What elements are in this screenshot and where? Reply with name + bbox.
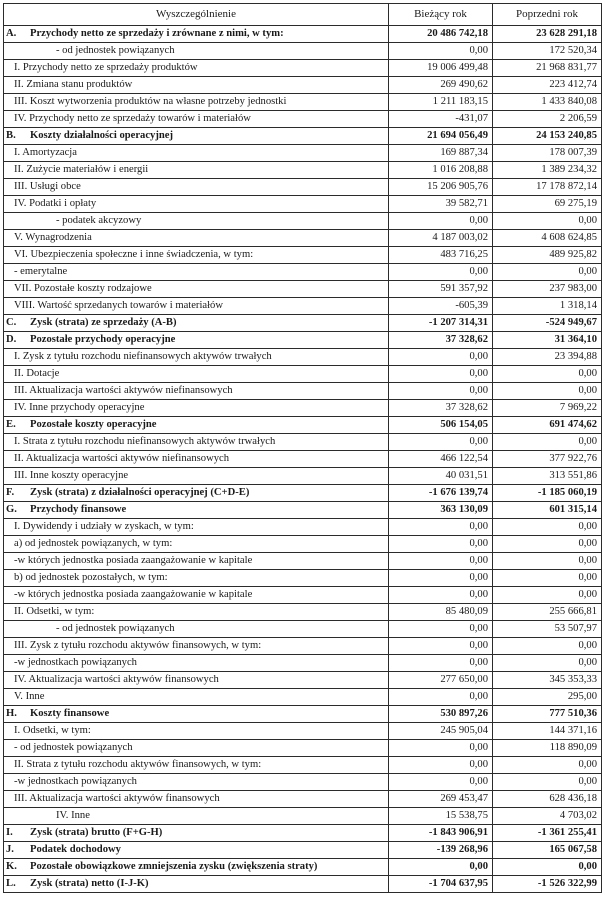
financial-statement [3,3,602,893]
table-row [4,77,602,94]
current-year-value: 85 480,09 [389,604,493,621]
previous-year-value: 1 318,14 [493,298,602,315]
row-label: I. Zysk z tytułu rozchodu niefinansowych aktywów trwałych [14,351,272,362]
row-label-cell [4,179,389,196]
previous-year-value: 23 628 291,18 [493,26,602,43]
section-row [4,706,602,723]
previous-year-value: 0,00 [493,757,602,774]
current-year-value: 269 490,62 [389,77,493,94]
row-label-cell [4,434,389,451]
row-label: III. Usługi obce [14,181,81,192]
row-label: VII. Pozostałe koszty rodzajowe [14,283,152,294]
current-year-value: -139 268,96 [389,842,493,859]
row-label: b) od jednostek pozostałych, w tym: [14,572,168,583]
table-row [4,349,602,366]
row-label-cell [4,230,389,247]
previous-year-value: 178 007,39 [493,145,602,162]
row-label: I. Strata z tytułu rozchodu niefinansowych aktywów trwałych [14,436,276,447]
table-row [4,774,602,791]
row-label: VIII. Wartość sprzedanych towarów i materiałów [14,300,223,311]
row-label: Przychody finansowe [30,504,127,515]
previous-year-value: 17 178 872,14 [493,179,602,196]
row-code: G. [6,504,17,515]
row-label: Podatek dochodowy [30,844,121,855]
row-label: Koszty finansowe [30,708,110,719]
section-row [4,485,602,502]
row-label-cell [4,621,389,638]
previous-year-value: -1 361 255,41 [493,825,602,842]
table-header-row [4,4,602,26]
row-label-cell [4,502,389,519]
current-year-value: 0,00 [389,774,493,791]
row-label: -w których jednostka posiada zaangażowanie w kapitale [14,555,253,566]
row-label: Pozostałe koszty operacyjne [30,419,157,430]
row-label-cell [4,519,389,536]
table-row [4,111,602,128]
row-label: Zysk (strata) ze sprzedaży (A-B) [30,317,177,328]
row-label-cell [4,298,389,315]
row-label: II. Odsetki, w tym: [14,606,95,617]
row-code: A. [6,28,17,39]
row-label: II. Aktualizacja wartości aktywów niefinansowych [14,453,230,464]
table-row [4,570,602,587]
row-label: Koszty działalności operacyjnej [30,130,173,141]
row-label-cell [4,383,389,400]
previous-year-value: 165 067,58 [493,842,602,859]
previous-year-value: 144 371,16 [493,723,602,740]
previous-year-value: 53 507,97 [493,621,602,638]
row-label-cell [4,60,389,77]
row-label-cell [4,247,389,264]
row-label-cell [4,77,389,94]
table-row [4,621,602,638]
row-code: H. [6,708,17,719]
table-row [4,757,602,774]
row-label: IV. Podatki i opłaty [14,198,97,209]
row-label-cell [4,196,389,213]
table-row [4,723,602,740]
table-row [4,808,602,825]
current-year-value: 0,00 [389,213,493,230]
table-row [4,196,602,213]
row-label-cell [4,706,389,723]
table-row [4,145,602,162]
previous-year-value: 0,00 [493,434,602,451]
previous-year-value: 24 153 240,85 [493,128,602,145]
row-label: VI. Ubezpieczenia społeczne i inne świadczenia, w tym: [14,249,254,260]
table-row [4,366,602,383]
row-label: I. Odsetki, w tym: [14,725,91,736]
current-year-value: 0,00 [389,553,493,570]
row-label-cell [4,332,389,349]
row-label-cell [4,417,389,434]
row-label-cell [4,536,389,553]
row-label: II. Zużycie materiałów i energii [14,164,149,175]
current-year-value: 269 453,47 [389,791,493,808]
row-label: IV. Inne przychody operacyjne [14,402,145,413]
row-label-cell [4,366,389,383]
current-year-value: 0,00 [389,757,493,774]
income-statement-table [3,3,602,893]
current-year-value: -1 676 139,74 [389,485,493,502]
table-row [4,638,602,655]
previous-year-value: 21 968 831,77 [493,60,602,77]
row-label-cell [4,451,389,468]
current-year-value: 363 130,09 [389,502,493,519]
row-label-cell [4,570,389,587]
previous-year-value: 295,00 [493,689,602,706]
previous-year-value: 0,00 [493,264,602,281]
current-year-value: 40 031,51 [389,468,493,485]
section-row [4,876,602,893]
row-label: II. Dotacje [14,368,60,379]
current-year-value: -1 843 906,91 [389,825,493,842]
current-year-value: 591 357,92 [389,281,493,298]
current-year-value: 37 328,62 [389,332,493,349]
table-row [4,553,602,570]
current-year-value: 0,00 [389,859,493,876]
previous-year-value: 0,00 [493,383,602,400]
section-row [4,315,602,332]
table-row [4,60,602,77]
current-year-value: 245 905,04 [389,723,493,740]
previous-year-value: -1 526 322,99 [493,876,602,893]
row-label-cell [4,604,389,621]
row-label-cell [4,587,389,604]
previous-year-value: 0,00 [493,638,602,655]
previous-year-value: 628 436,18 [493,791,602,808]
row-label: -w jednostkach powiązanych [14,657,137,668]
table-row [4,298,602,315]
row-label: IV. Aktualizacja wartości aktywów finansowych [14,674,219,685]
row-label-cell [4,349,389,366]
table-row [4,740,602,757]
row-label-cell [4,774,389,791]
row-label: Zysk (strata) brutto (F+G-H) [30,827,163,838]
table-row [4,94,602,111]
row-label: - emerytalne [14,266,68,277]
section-row [4,842,602,859]
row-label: Pozostałe przychody operacyjne [30,334,176,345]
section-row [4,417,602,434]
row-label: I. Amortyzacja [14,147,77,158]
row-label-cell [4,111,389,128]
section-row [4,859,602,876]
row-code: L. [6,878,16,889]
row-label: III. Koszt wytworzenia produktów na własne potrzeby jednostki [14,96,287,107]
previous-year-value: 377 922,76 [493,451,602,468]
previous-year-value: 313 551,86 [493,468,602,485]
current-year-value: 466 122,54 [389,451,493,468]
current-year-value: 1 211 183,15 [389,94,493,111]
previous-year-value: 7 969,22 [493,400,602,417]
current-year-value: 39 582,71 [389,196,493,213]
previous-year-value: 223 412,74 [493,77,602,94]
row-label-cell [4,672,389,689]
previous-year-value: 0,00 [493,213,602,230]
header-current-year: Bieżący rok [389,4,493,26]
row-label: a) od jednostek powiązanych, w tym: [14,538,173,549]
row-label-cell [4,468,389,485]
row-label-cell [4,315,389,332]
row-label: V. Inne [14,691,45,702]
current-year-value: 37 328,62 [389,400,493,417]
table-row [4,672,602,689]
table-row [4,791,602,808]
previous-year-value: 0,00 [493,536,602,553]
row-label: -w jednostkach powiązanych [14,776,137,787]
current-year-value: 4 187 003,02 [389,230,493,247]
row-label: III. Aktualizacja wartości aktywów finansowych [14,793,220,804]
row-label-cell [4,655,389,672]
row-code: I. [6,827,13,838]
row-label-cell [4,281,389,298]
current-year-value: 0,00 [389,43,493,60]
current-year-value: 21 694 056,49 [389,128,493,145]
current-year-value: 0,00 [389,689,493,706]
table-row [4,689,602,706]
previous-year-value: -1 185 060,19 [493,485,602,502]
row-label-cell [4,740,389,757]
row-label-cell [4,689,389,706]
row-label-cell [4,213,389,230]
previous-year-value: 69 275,19 [493,196,602,213]
previous-year-value: 0,00 [493,366,602,383]
table-row [4,230,602,247]
current-year-value: 15 206 905,76 [389,179,493,196]
row-code: B. [6,130,16,141]
current-year-value: 0,00 [389,366,493,383]
previous-year-value: 4 703,02 [493,808,602,825]
row-label-cell [4,808,389,825]
current-year-value: 15 538,75 [389,808,493,825]
row-label: III. Zysk z tytułu rozchodu aktywów finansowych, w tym: [14,640,262,651]
current-year-value: 0,00 [389,536,493,553]
current-year-value: 530 897,26 [389,706,493,723]
row-label: II. Zmiana stanu produktów [14,79,133,90]
previous-year-value: 0,00 [493,553,602,570]
previous-year-value: 237 983,00 [493,281,602,298]
row-label-cell [4,791,389,808]
row-code: D. [6,334,17,345]
previous-year-value: 0,00 [493,519,602,536]
table-row [4,383,602,400]
row-label: Przychody netto ze sprzedaży i zrównane z nimi, w tym: [30,28,284,39]
table-row [4,247,602,264]
row-label-cell [4,128,389,145]
row-label-cell [4,145,389,162]
row-label: IV. Przychody netto ze sprzedaży towarów i materiałów [14,113,251,124]
row-label-cell [4,400,389,417]
table-row [4,604,602,621]
current-year-value: -605,39 [389,298,493,315]
table-row [4,519,602,536]
previous-year-value: 255 666,81 [493,604,602,621]
current-year-value: -1 207 314,31 [389,315,493,332]
current-year-value: 0,00 [389,621,493,638]
row-label-cell [4,757,389,774]
table-row [4,400,602,417]
row-label: IV. Inne [56,810,90,821]
row-label: - od jednostek powiązanych [56,623,175,634]
previous-year-value: 0,00 [493,859,602,876]
table-row [4,451,602,468]
table-row [4,434,602,451]
previous-year-value: 1 433 840,08 [493,94,602,111]
table-row [4,536,602,553]
row-label: - od jednostek powiązanych [56,45,175,56]
row-label: II. Strata z tytułu rozchodu aktywów finansowych, w tym: [14,759,262,770]
current-year-value: 1 016 208,88 [389,162,493,179]
table-row [4,587,602,604]
current-year-value: 483 716,25 [389,247,493,264]
current-year-value: 0,00 [389,383,493,400]
section-row [4,502,602,519]
row-code: J. [6,844,14,855]
previous-year-value: 172 520,34 [493,43,602,60]
row-label: I. Przychody netto ze sprzedaży produktów [14,62,198,73]
row-label-cell [4,638,389,655]
previous-year-value: 601 315,14 [493,502,602,519]
row-label: III. Aktualizacja wartości aktywów niefinansowych [14,385,233,396]
current-year-value: 506 154,05 [389,417,493,434]
row-label-cell [4,876,389,893]
row-label-cell [4,43,389,60]
previous-year-value: 2 206,59 [493,111,602,128]
row-label-cell [4,162,389,179]
row-label: Zysk (strata) netto (I-J-K) [30,878,149,889]
previous-year-value: 1 389 234,32 [493,162,602,179]
row-label-cell [4,94,389,111]
row-label: Pozostałe obowiązkowe zmniejszenia zysku (zwiększenia straty) [30,861,318,872]
section-row [4,332,602,349]
current-year-value: 277 650,00 [389,672,493,689]
row-label-cell [4,825,389,842]
previous-year-value: 777 510,36 [493,706,602,723]
row-label-cell [4,723,389,740]
row-label-cell [4,264,389,281]
section-row [4,128,602,145]
current-year-value: 19 006 499,48 [389,60,493,77]
header-previous-year: Poprzedni rok [493,4,602,26]
row-label: Zysk (strata) z działalności operacyjnej (C+D-E) [30,487,250,498]
row-label-cell [4,26,389,43]
previous-year-value: -524 949,67 [493,315,602,332]
current-year-value: 0,00 [389,655,493,672]
row-label: I. Dywidendy i udziały w zyskach, w tym: [14,521,194,532]
row-code: K. [6,861,17,872]
row-label-cell [4,859,389,876]
current-year-value: 0,00 [389,264,493,281]
current-year-value: 0,00 [389,587,493,604]
row-label: V. Wynagrodzenia [14,232,92,243]
current-year-value: 0,00 [389,570,493,587]
table-row [4,468,602,485]
table-row [4,655,602,672]
previous-year-value: 691 474,62 [493,417,602,434]
current-year-value: -1 704 637,95 [389,876,493,893]
header-description: Wyszczególnienie [4,4,389,26]
current-year-value: 169 887,34 [389,145,493,162]
current-year-value: 0,00 [389,740,493,757]
current-year-value: 20 486 742,18 [389,26,493,43]
current-year-value: -431,07 [389,111,493,128]
table-row [4,179,602,196]
row-label: -w których jednostka posiada zaangażowanie w kapitale [14,589,253,600]
previous-year-value: 0,00 [493,587,602,604]
row-label: III. Inne koszty operacyjne [14,470,129,481]
row-label: - podatek akcyzowy [56,215,142,226]
current-year-value: 0,00 [389,519,493,536]
current-year-value: 0,00 [389,349,493,366]
row-label-cell [4,553,389,570]
table-row [4,281,602,298]
previous-year-value: 23 394,88 [493,349,602,366]
current-year-value: 0,00 [389,434,493,451]
previous-year-value: 489 925,82 [493,247,602,264]
previous-year-value: 31 364,10 [493,332,602,349]
table-row [4,213,602,230]
row-label-cell [4,842,389,859]
previous-year-value: 0,00 [493,570,602,587]
previous-year-value: 4 608 624,85 [493,230,602,247]
previous-year-value: 0,00 [493,655,602,672]
previous-year-value: 0,00 [493,774,602,791]
table-row [4,264,602,281]
row-code: E. [6,419,16,430]
row-code: C. [6,317,17,328]
previous-year-value: 345 353,33 [493,672,602,689]
row-label-cell [4,485,389,502]
row-code: F. [6,487,15,498]
section-row [4,26,602,43]
table-row [4,162,602,179]
table-row [4,43,602,60]
current-year-value: 0,00 [389,638,493,655]
section-row [4,825,602,842]
table-body [4,26,602,893]
row-label: - od jednostek powiązanych [14,742,133,753]
previous-year-value: 118 890,09 [493,740,602,757]
